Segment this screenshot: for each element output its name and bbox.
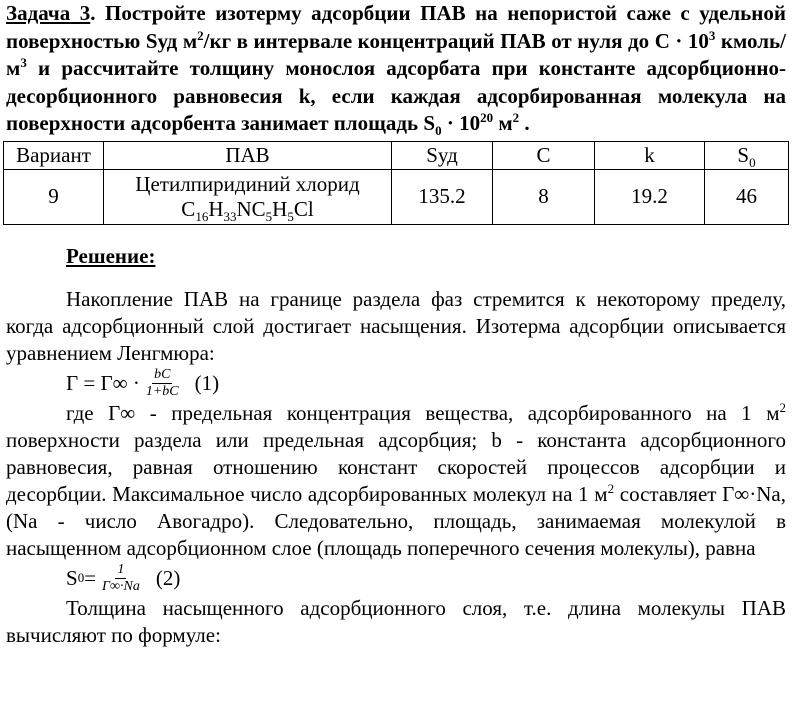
solution-title: Решение: xyxy=(66,243,156,268)
parameters-table xyxy=(3,141,789,225)
solution-paragraph-2: где Г∞ - предельная концентрация вещества, адсорбированного на 1 $м^2$ поверхности раздела или предельная адсорбция; b - константа адсорбционного равновесия, равная отношению констант скоростей процессов адсорбции и десорбции. Максимальное число адсорбированных молекул на 1 $м^2$ составляет Г∞·Na, (Na - число Авогадро). Следовательно, площадь, занимаемая молекулой в насыщенном адсорбционном слое (площадь поперечного сечения молекулы), равна xyxy=(6,399,786,560)
header-s0: $S_0$ xyxy=(705,141,789,169)
cell-c: 8 xyxy=(493,169,595,224)
solution-paragraph-1: Накопление ПАВ на границе раздела фаз стремится к некоторому пределу, когда адсорбционный слой достигает насыщения. Изотерма адсорбции описывается уравнением Ленгмюра: xyxy=(6,286,786,365)
table-row xyxy=(4,169,789,224)
header-k: k xyxy=(595,141,705,169)
equation-1-number: (1) xyxy=(194,371,220,395)
cell-surfactant xyxy=(104,169,392,224)
equation-2: S 0 = $\frac{1}{Г\infty\cdot Na}$ (2) xyxy=(66,561,181,594)
cell-s0: 46 xyxy=(705,169,789,224)
surfactant-name: Цетилпиридиний хлорид xyxy=(135,171,360,196)
header-c: C xyxy=(493,141,595,169)
cell-s-ud: 135.2 xyxy=(392,169,493,224)
cell-variant: 9 xyxy=(4,169,104,224)
surfactant-formula: $C_{16}H_{33}NC_5H_5Cl$ xyxy=(181,196,314,224)
equation-2-number: (2) xyxy=(155,566,181,590)
table-header-row xyxy=(4,141,789,169)
equation-1-fraction: $\frac{bC}{1+bC}$ xyxy=(145,366,179,399)
task-statement: Задача 3. Постройте изотерму адсорбции ПАВ на непористой саже с удельной поверхностью Sуд $м^2/кг$ в интервале концентраций ПАВ от нуля до $С \cdot 10^3$ кмоль/$м^3$ и рассчитайте толщину монослоя адсорбата при константе адсорбционно- десорбционного равновесия k, если каждая адсорбированная молекула на поверхности адсорбента занимает площадь $S_0 \cdot 10^{20}$ $м^2$ . xyxy=(6,1,787,139)
task-label: Задача 3 xyxy=(6,1,91,25)
header-variant: Вариант xyxy=(4,141,104,169)
header-s-ud: Sуд xyxy=(392,141,493,169)
equation-1: Г = Г∞ · $\frac{bC}{1+bC}$ (1) xyxy=(66,366,220,399)
solution-paragraph-3: Толщина насыщенного адсорбционного слоя, т.е. длина молекулы ПАВ вычисляют по формуле: xyxy=(6,595,786,647)
cell-k: 19.2 xyxy=(595,169,705,224)
header-surfactant: ПАВ xyxy=(104,141,392,169)
equation-2-fraction: $\frac{1}{Г\infty\cdot Na}$ xyxy=(102,561,140,594)
